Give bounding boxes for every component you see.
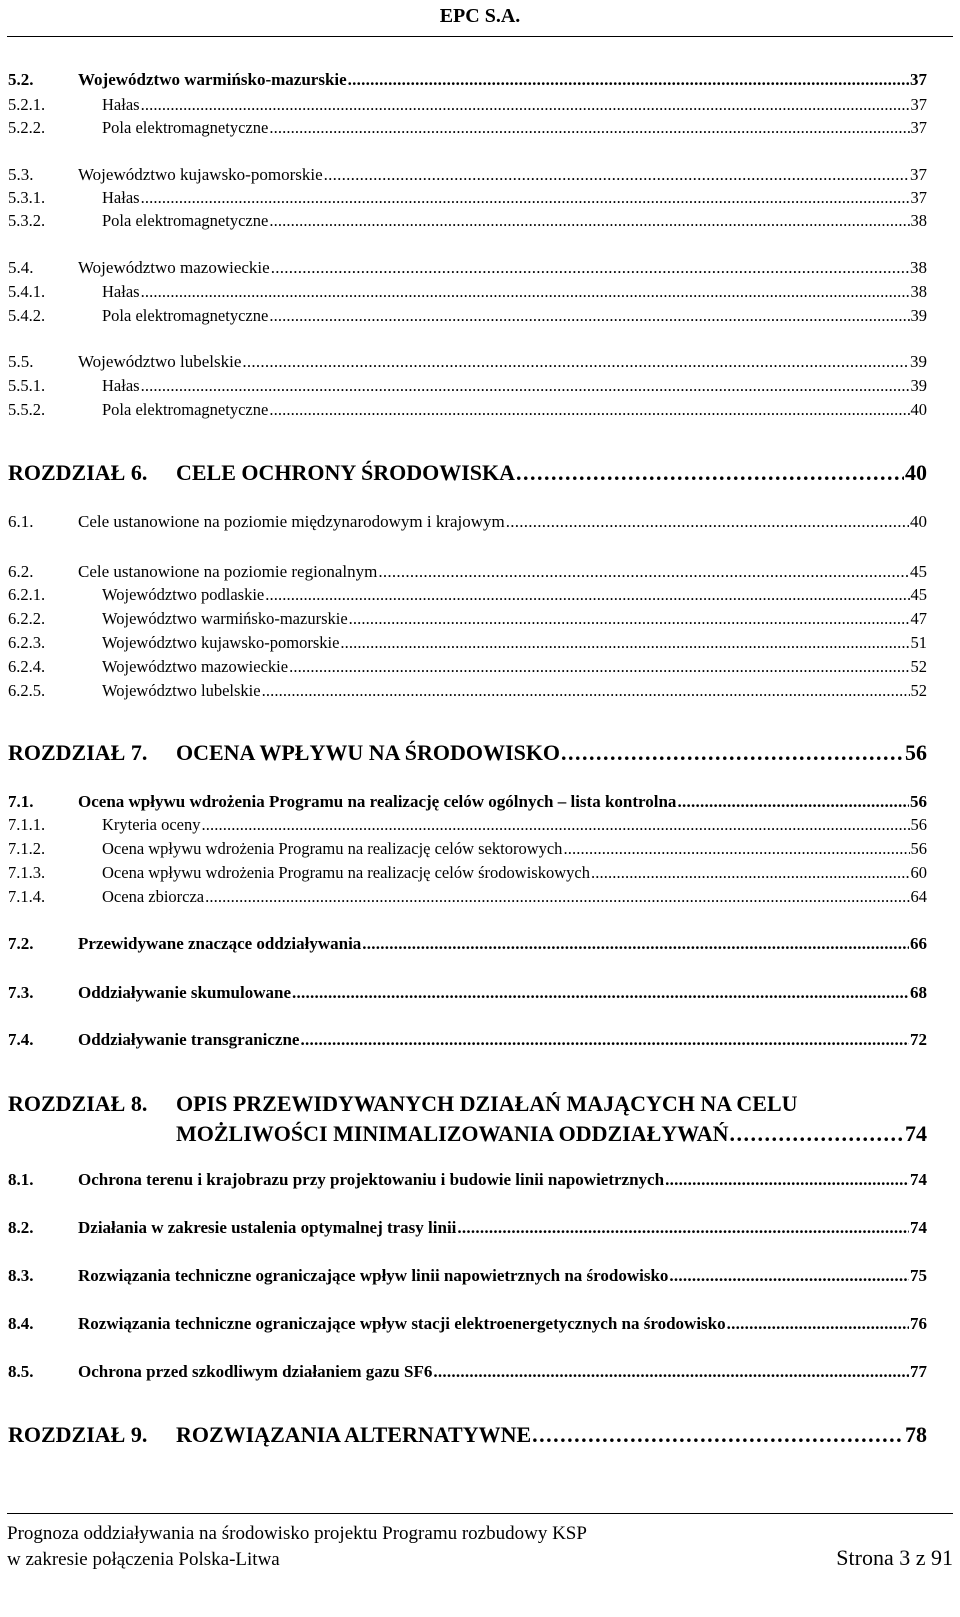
toc-entry-page: 37 [910, 118, 927, 137]
toc-entry-number: 6.2.2. [8, 609, 46, 628]
toc-entry-title: Rozwiązania techniczne ograniczające wpływ linii napowietrznych na środowisko [78, 1266, 669, 1285]
toc-leader-dots [300, 1030, 909, 1050]
toc-entry-number: 7.2. [8, 934, 34, 953]
toc-entry-number: 6.2.3. [8, 633, 46, 652]
toc-entry[interactable] [8, 258, 927, 278]
toc-entry-number: 5.3.2. [8, 211, 46, 230]
toc-entry-title: Cele ustanowione na poziomie międzynarodowym i krajowym [78, 512, 505, 531]
toc-entry-title: Oddziaływanie skumulowane [78, 983, 292, 1002]
toc-entry-page: 72 [910, 1030, 927, 1049]
toc-entry-title: Działania w zakresie ustalenia optymalnej trasy linii [78, 1218, 457, 1237]
toc-leader-dots [141, 95, 910, 115]
toc-entry-number: 5.5. [8, 352, 34, 371]
toc-entry-number: ROZDZIAŁ 8. [8, 1091, 148, 1116]
toc-leader-dots [727, 1314, 909, 1334]
toc-entry-title: Hałas [102, 188, 140, 207]
toc-entry-page: 38 [910, 211, 927, 230]
toc-entry-page: 60 [910, 863, 927, 882]
toc-entry-page: 74 [910, 1218, 927, 1237]
toc-leader-dots [141, 376, 910, 396]
toc-leader-dots [269, 306, 909, 326]
toc-entry-number: 5.4.1. [8, 282, 46, 301]
toc-entry-number: 7.1.4. [8, 887, 46, 906]
toc-entry-number: 5.2.1. [8, 95, 46, 114]
toc-entry[interactable] [8, 657, 927, 677]
toc-leader-dots [205, 887, 909, 907]
toc-leader-dots [457, 1218, 909, 1238]
toc-entry-page: 68 [910, 983, 927, 1002]
toc-entry-title: Pola elektromagnetyczne [102, 118, 269, 137]
toc-leader-dots [292, 983, 909, 1003]
toc-entry-title: Oddziaływanie transgraniczne [78, 1030, 300, 1049]
page-footer [7, 1513, 953, 1572]
toc-entry[interactable] [8, 165, 927, 185]
toc-entry-number: 8.4. [8, 1314, 34, 1333]
toc-entry-number: 5.3.1. [8, 188, 46, 207]
toc-entry-title: Ocena wpływu wdrożenia Programu na realizację celów środowiskowych [102, 863, 590, 882]
toc-entry[interactable] [8, 887, 927, 907]
toc-leader-dots [289, 657, 909, 677]
toc-entry[interactable] [8, 839, 927, 859]
toc-entry-page: 77 [910, 1362, 927, 1381]
toc-leader-dots [269, 118, 909, 138]
toc-entry-page: 78 [905, 1422, 927, 1447]
toc-entry-page: 37 [910, 165, 927, 184]
toc-entry-page: 52 [910, 657, 927, 676]
toc-entry[interactable] [8, 1121, 927, 1147]
toc-entry-page: 38 [910, 258, 927, 277]
toc-entry-title: Województwo mazowieckie [102, 657, 289, 676]
toc-entry[interactable] [8, 188, 927, 208]
toc-entry[interactable] [8, 1091, 927, 1117]
toc-entry-page: 51 [910, 633, 927, 652]
toc-entry-number: 7.1.3. [8, 863, 46, 882]
toc-entry[interactable] [8, 306, 927, 326]
toc-entry-title: Województwo warmińsko-mazurskie [78, 70, 347, 89]
toc-entry-number: 5.5.2. [8, 400, 46, 419]
toc-entry-page: 37 [910, 188, 927, 207]
toc-entry-page: 39 [910, 306, 927, 325]
toc-entry[interactable] [8, 118, 927, 138]
toc-entry-title: OCENA WPŁYWU NA ŚRODOWISKO [176, 740, 561, 765]
toc-entry-number: 8.5. [8, 1362, 34, 1381]
toc-entry[interactable] [8, 681, 927, 701]
toc-entry[interactable] [8, 983, 927, 1003]
toc-entry-number: 7.3. [8, 983, 34, 1002]
toc-leader-dots [378, 562, 909, 582]
toc-entry-number: 5.2. [8, 70, 34, 89]
toc-entry-title: MOŻLIWOŚCI MINIMALIZOWANIA ODDZIAŁYWAŃ [176, 1121, 729, 1146]
toc-entry[interactable] [8, 352, 927, 372]
toc-entry[interactable] [8, 1422, 927, 1448]
toc-entry[interactable] [8, 740, 927, 766]
toc-entry-title: Pola elektromagnetyczne [102, 211, 269, 230]
toc-entry[interactable] [8, 1266, 927, 1286]
toc-entry-number: 6.2.1. [8, 585, 46, 604]
toc-entry-page: 56 [905, 740, 927, 765]
toc-leader-dots [242, 352, 909, 372]
toc-leader-dots [269, 400, 909, 420]
toc-entry[interactable] [8, 792, 927, 812]
toc-entry-title: Rozwiązania techniczne ograniczające wpływ stacji elektroenergetycznych na środowisko [78, 1314, 726, 1333]
header-title: EPC S.A. [439, 5, 521, 27]
toc-entry-number: 7.1. [8, 792, 34, 811]
toc-entry-page: 40 [910, 512, 927, 531]
toc-entry-title: Ocena wpływu wdrożenia Programu na realizację celów sektorowych [102, 839, 563, 858]
toc-entry-number: 6.1. [8, 512, 34, 531]
toc-entry-number: ROZDZIAŁ 6. [8, 460, 148, 485]
toc-entry-title: Cele ustanowione na poziomie regionalnym [78, 562, 378, 581]
toc-entry[interactable] [8, 633, 927, 653]
toc-entry-page: 52 [910, 681, 927, 700]
toc-entry-title: Pola elektromagnetyczne [102, 400, 269, 419]
toc-entry-page: 39 [910, 376, 927, 395]
toc-leader-dots [271, 258, 909, 278]
toc-entry-page: 45 [910, 585, 927, 604]
toc-entry-title: Województwo warmińsko-mazurskie [102, 609, 348, 628]
toc-entry[interactable] [8, 95, 927, 115]
toc-entry[interactable] [8, 815, 927, 835]
toc-entry[interactable] [8, 562, 927, 582]
toc-entry[interactable] [8, 400, 927, 420]
toc-entry-title: Hałas [102, 95, 140, 114]
toc-entry-page: 66 [910, 934, 927, 953]
toc-entry-page: 47 [910, 609, 927, 628]
toc-leader-dots [348, 70, 909, 90]
toc-entry[interactable] [8, 1362, 927, 1382]
toc-entry-title: Województwo mazowieckie [78, 258, 270, 277]
toc-leader-dots [324, 165, 909, 185]
toc-entry-title: Ochrona przed szkodliwym działaniem gazu SF6 [78, 1362, 433, 1381]
toc-entry[interactable] [8, 1170, 927, 1190]
toc-leader-dots [433, 1362, 909, 1382]
toc-entry-number: 6.2. [8, 562, 34, 581]
toc-leader-dots [677, 792, 909, 812]
toc-leader-dots [516, 460, 904, 486]
footer-line-2: w zakresie połączenia Polska-Litwa [7, 1549, 280, 1570]
toc-entry-title: Hałas [102, 376, 140, 395]
toc-entry-number: 6.2.5. [8, 681, 46, 700]
toc-entry-page: 45 [910, 562, 927, 581]
toc-entry[interactable] [8, 512, 927, 532]
toc-entry-page: 56 [910, 815, 927, 834]
toc-entry-number: 8.3. [8, 1266, 34, 1285]
toc-entry[interactable] [8, 70, 927, 90]
toc-entry-number: 7.1.2. [8, 839, 46, 858]
toc-leader-dots [262, 681, 910, 701]
toc-leader-dots [349, 609, 910, 629]
toc-entry-page: 37 [910, 95, 927, 114]
toc-entry-page: 39 [910, 352, 927, 371]
toc-entry-number: 5.2.2. [8, 118, 46, 137]
toc-entry[interactable] [8, 585, 927, 605]
toc-entry-title: ROZWIĄZANIA ALTERNATYWNE [176, 1422, 532, 1447]
toc-entry-title: Województwo lubelskie [78, 352, 242, 371]
toc-entry-number: 8.1. [8, 1170, 34, 1189]
toc-entry[interactable] [8, 211, 927, 231]
toc-leader-dots [665, 1170, 909, 1190]
toc-entry-page: 37 [910, 70, 927, 89]
toc-entry-title: Ochrona terenu i krajobrazu przy projektowaniu i budowie linii napowietrznych [78, 1170, 665, 1189]
toc-leader-dots [591, 863, 910, 883]
toc-entry[interactable] [8, 460, 927, 486]
toc-leader-dots [141, 188, 910, 208]
toc-entry-title: Ocena zbiorcza [102, 887, 205, 906]
toc-entry[interactable] [8, 1314, 927, 1334]
toc-entry-title: Kryteria oceny [102, 815, 201, 834]
toc-entry-number: 7.1.1. [8, 815, 46, 834]
toc-entry-number: ROZDZIAŁ 7. [8, 740, 148, 765]
toc-entry[interactable] [8, 1030, 927, 1050]
toc-entry-page: 76 [910, 1314, 927, 1333]
toc-leader-dots [532, 1422, 904, 1448]
toc-entry-number: 8.2. [8, 1218, 34, 1237]
toc-entry-page: 56 [910, 839, 927, 858]
toc-leader-dots [669, 1266, 909, 1286]
toc-entry-title: Województwo kujawsko-pomorskie [78, 165, 323, 184]
toc-entry-title: Przewidywane znaczące oddziaływania [78, 934, 362, 953]
toc-entry-title: Ocena wpływu wdrożenia Programu na realizację celów ogólnych – lista kontrolna [78, 792, 677, 811]
toc-leader-dots [730, 1121, 904, 1147]
toc-entry-page: 40 [905, 460, 927, 485]
toc-entry-page: 74 [910, 1170, 927, 1189]
toc-entry-title: Województwo lubelskie [102, 681, 261, 700]
footer-line-1: Prognoza oddziaływania na środowisko projektu Programu rozbudowy KSP [7, 1523, 587, 1544]
toc-entry-title: CELE OCHRONY ŚRODOWISKA [176, 460, 516, 485]
toc-entry-title: Hałas [102, 282, 140, 301]
table-of-contents [8, 0, 955, 1500]
toc-leader-dots [362, 934, 909, 954]
toc-entry[interactable] [8, 1218, 927, 1238]
toc-entry[interactable] [8, 376, 927, 396]
toc-entry-number: 5.4.2. [8, 306, 46, 325]
toc-leader-dots [265, 585, 909, 605]
toc-leader-dots [141, 282, 910, 302]
toc-entry[interactable] [8, 934, 927, 954]
toc-entry-number: 5.4. [8, 258, 34, 277]
toc-entry-page: 40 [910, 400, 927, 419]
toc-leader-dots [563, 839, 909, 859]
toc-entry-number: 7.4. [8, 1030, 34, 1049]
toc-entry[interactable] [8, 863, 927, 883]
toc-leader-dots [202, 815, 910, 835]
toc-entry[interactable] [8, 282, 927, 302]
toc-entry-number: 5.5.1. [8, 376, 46, 395]
toc-entry-page: 64 [910, 887, 927, 906]
toc-leader-dots [561, 740, 904, 766]
toc-leader-dots [269, 211, 909, 231]
toc-entry-number: 6.2.4. [8, 657, 46, 676]
toc-entry[interactable] [8, 609, 927, 629]
toc-entry-title: Województwo kujawsko-pomorskie [102, 633, 340, 652]
toc-leader-dots [506, 512, 909, 532]
toc-entry-page: 56 [910, 792, 927, 811]
page-number: Strona 3 z 91 [836, 1545, 953, 1570]
toc-entry-title: OPIS PRZEWIDYWANYCH DZIAŁAŃ MAJĄCYCH NA CELU [176, 1091, 798, 1116]
toc-entry-page: 38 [910, 282, 927, 301]
toc-entry-page: 75 [910, 1266, 927, 1285]
toc-entry-number: ROZDZIAŁ 9. [8, 1422, 148, 1447]
toc-entry-number: 5.3. [8, 165, 34, 184]
toc-entry-page: 74 [905, 1121, 927, 1146]
toc-leader-dots [340, 633, 909, 653]
toc-entry-title: Województwo podlaskie [102, 585, 265, 604]
toc-entry-title: Pola elektromagnetyczne [102, 306, 269, 325]
